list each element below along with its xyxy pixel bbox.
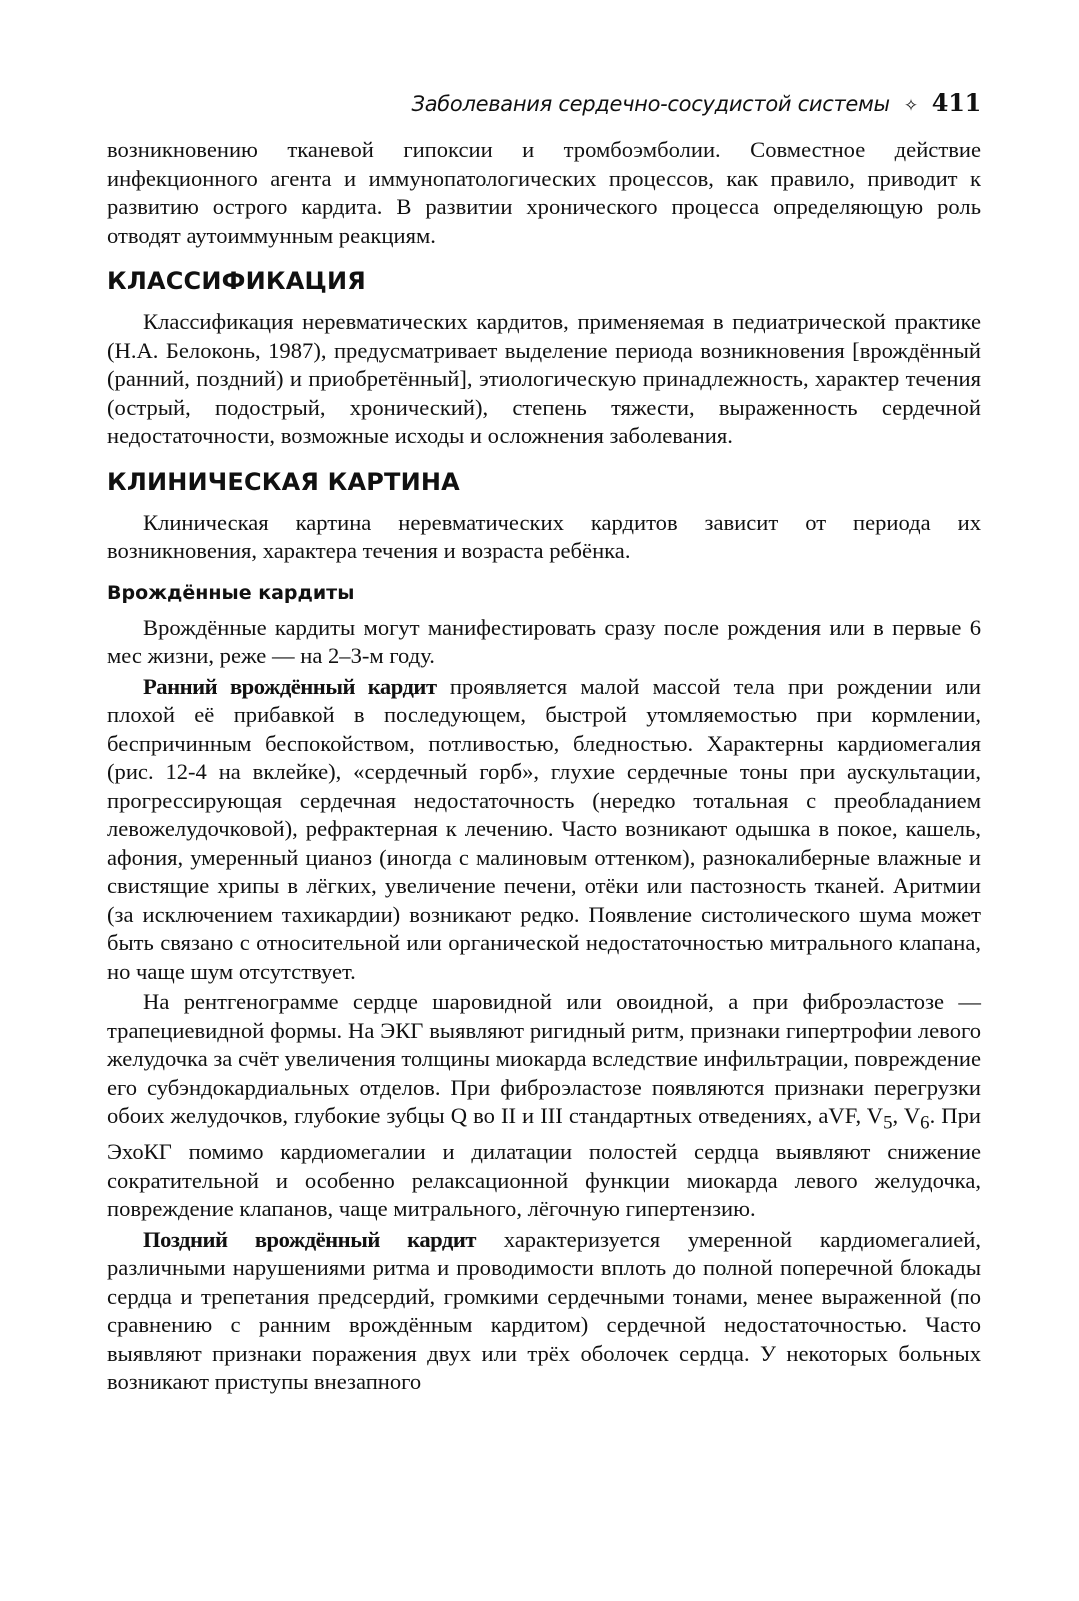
paragraph-classification: Классификация неревматических кардитов, применяемая в педиатрической практике (Н.А. Белоконь, 1987), предусматривает выделение периода возникновения [врождённый (ранний, поздний) и приобретённый], этиологическую принадлежность, характер течения (острый, подострый, хронический), степень тяжести, выраженность сердечной недостаточности, возможные исходы и осложнения заболевания.: [107, 309, 981, 448]
running-title: Заболевания сердечно-сосудистой системы: [411, 92, 890, 116]
paragraph-diagnostics: [107, 988, 981, 1224]
book-page: [107, 88, 981, 1397]
term-late-carditis: Поздний врождённый кардит: [143, 1226, 476, 1252]
term-early-carditis: Ранний врождённый кардит: [143, 673, 437, 699]
paragraph-intro: возникновению тканевой гипоксии и тромбоэмболии. Совместное действие инфекционного агента и иммунопатологических процессов, как правило, приводит к развитию острого кардита. В развитии хронического процесса определяющую роль отводят аутоиммунным реакциям.: [107, 137, 981, 248]
page-number: 411: [931, 88, 981, 117]
running-head: [107, 88, 981, 128]
heading-clinical-picture: КЛИНИЧЕСКАЯ КАРТИНА: [107, 467, 460, 496]
diagnostics-text-c: . При ЭхоКГ помимо кардиомегалии и дилатации полостей сердца выявляют снижение сократительной и особенно релаксационной функции миокарда левого желудочка, повреждение клапанов, чаще митрального, лёгочную гипертензию.: [107, 1103, 981, 1222]
diagnostics-text-a: На рентгенограмме сердце шаровидной или овоидной, а при фиброэластозе — трапециевидной формы. На ЭКГ выявляют ригидный ритм, признаки гипертрофии левого желудочка за счёт увеличения толщины миокарда вследствие инфильтрации, повреждение его субэндокардиальных отделов. При фиброэластозе появляются признаки перегрузки обоих желудочков, глубокие зубцы Q во II и III стандартных отведениях, aVF, V: [107, 989, 981, 1128]
diagnostics-text-b: , V: [892, 1103, 921, 1128]
paragraph-late-carditis: [107, 1226, 981, 1397]
paragraph-clinical-picture: Клиническая картина неревматических кардитов зависит от периода их возникновения, характера течения и возраста ребёнка.: [107, 509, 981, 563]
subscript-5: 5: [883, 1112, 893, 1134]
paragraph-early-carditis: [107, 673, 981, 987]
early-carditis-text: проявляется малой массой тела при рождении или плохой её прибавкой в последующем, быстрой утомляемостью при кормлении, беспричинным беспокойством, потливостью, бледностью. Характерны кардиомегалия (рис. 12-4 на вклейке), «сердечный горб», глухие сердечные тоны при аускультации, прогрессирующая сердечная недостаточность (нередко тотальная с преобладанием левожелудочковой), рефрактерная к лечению. Часто возникают одышка в покое, кашель, афония, умеренный цианоз (иногда с малиновым оттенком), разнокалиберные влажные и свистящие хрипы в лёгких, увеличение печени, отёки или пастозность тканей. Аритмии (за исключением тахикардии) возникают редко. Появление систолического шума может быть связано с относительной или органической недостаточностью митрального клапана, но чаще шум отсутствует.: [107, 673, 981, 984]
separator-icon: ✧: [903, 96, 918, 116]
paragraph-congenital: Врождённые кардиты могут манифестировать сразу после рождения или в первые 6 мес жизни, реже — на 2–3-м году.: [107, 614, 981, 668]
late-carditis-text: характеризуется умеренной кардиомегалией, различными нарушениями ритма и проводимости вплоть до полной поперечной блокады сердца и трепетания предсердий, громкими сердечными тонами, менее выраженной (по сравнению с ранним врождённым кардитом) сердечной недостаточностью. Часто выявляют признаки поражения двух или трёх оболочек сердца. У некоторых больных возникают приступы внезапного: [107, 1226, 981, 1395]
heading-congenital-carditis: Врождённые кардиты: [107, 581, 355, 604]
heading-classification: КЛАССИФИКАЦИЯ: [107, 267, 366, 295]
subscript-6: 6: [920, 1112, 930, 1134]
